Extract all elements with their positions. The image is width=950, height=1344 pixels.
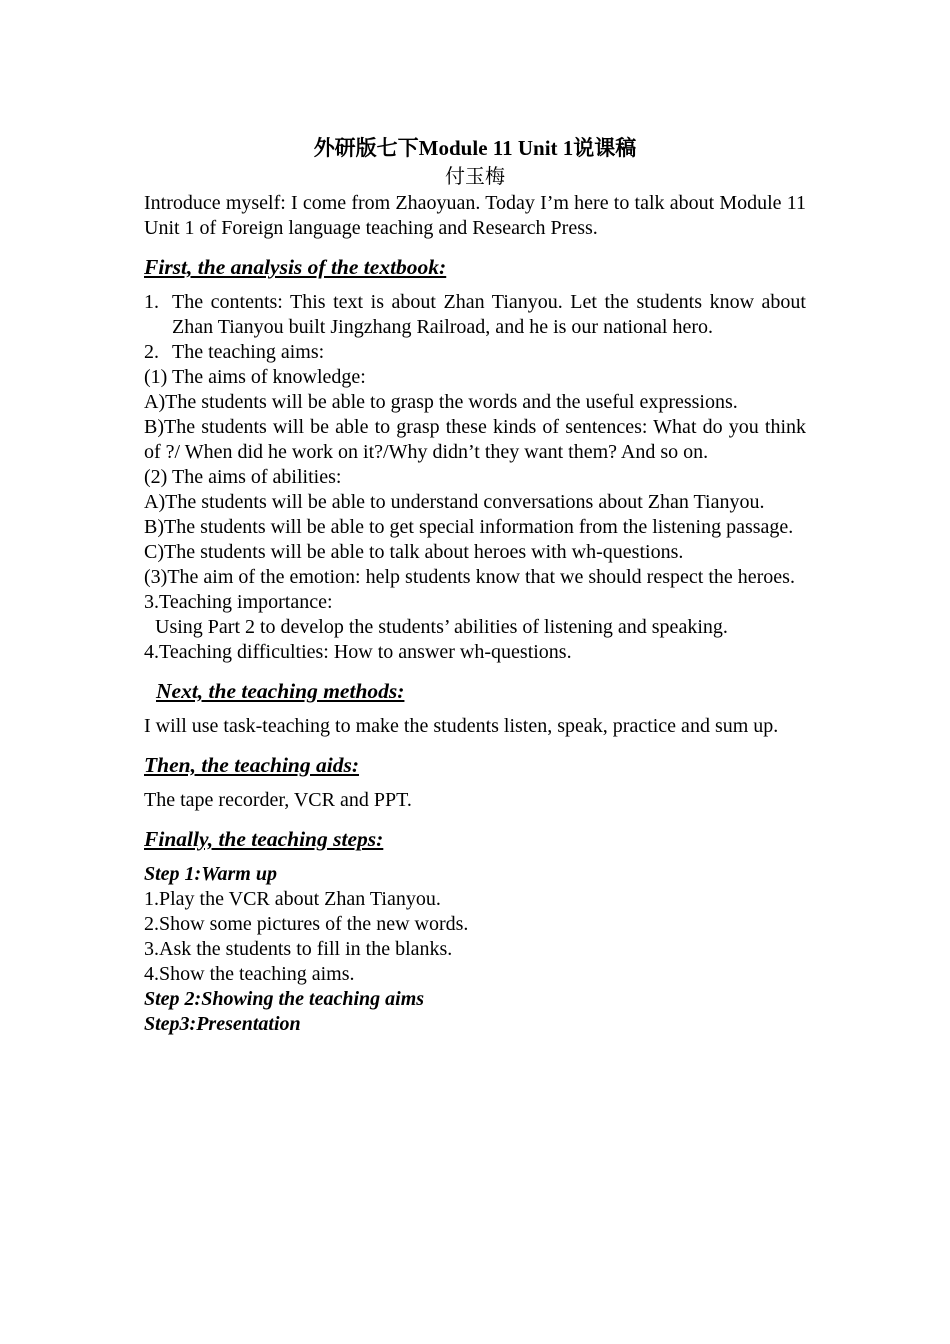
list-item: 3.Ask the students to fill in the blanks. <box>144 938 453 960</box>
list-number: 2. <box>144 341 159 363</box>
abilities-aims-label: The aims of abilities: <box>172 466 342 488</box>
importance-label: 3.Teaching importance: <box>144 591 333 613</box>
heading-teaching-methods: Next, the teaching methods: <box>156 679 405 703</box>
list-item: 1.Play the VCR about Zhan Tianyou. <box>144 888 441 910</box>
teaching-aims-label: The teaching aims: <box>172 341 325 363</box>
ability-aim-b: B)The students will be able to get special information from the listening passage. <box>144 516 794 538</box>
heading-textbook-analysis: First, the analysis of the textbook: <box>144 255 447 279</box>
knowledge-aim-a: A)The students will be able to grasp the words and the useful expressions. <box>144 391 738 413</box>
importance-text: Using Part 2 to develop the students’ abilities of listening and speaking. <box>155 616 728 638</box>
ability-aim-c: C)The students will be able to talk about heroes with wh-questions. <box>144 541 684 563</box>
knowledge-aims-label: The aims of knowledge: <box>172 366 366 388</box>
emotion-aim: (3)The aim of the emotion: help students know that we should respect the heroes. <box>144 566 795 588</box>
list-item <box>144 340 806 365</box>
methods-text: I will use task-teaching to make the students listen, speak, practice and sum up. <box>144 715 779 737</box>
document-title: 外研版七下Module 11 Unit 1说课稿 <box>313 136 637 160</box>
list-number: (2) <box>144 466 168 488</box>
contents-text: The contents: This text is about Zhan Tianyou. Let the students know about Zhan Tianyou built Jingzhang Railroad, and he is our national hero. <box>172 291 806 338</box>
document-page <box>144 133 806 1037</box>
knowledge-aim-b: B)The students will be able to grasp these kinds of sentences: What do you think of ?/ When did he work on it?/Why didn’t they want them? And so on. <box>144 416 806 463</box>
list-item <box>144 365 806 390</box>
step-2-heading: Step 2:Showing the teaching aims <box>144 988 425 1010</box>
list-item <box>144 290 806 340</box>
step-3-heading: Step3:Presentation <box>144 1013 301 1035</box>
list-item: 4.Show the teaching aims. <box>144 963 355 985</box>
list-item <box>144 465 806 490</box>
step-1-heading: Step 1:Warm up <box>144 863 277 885</box>
author-name: 付玉梅 <box>445 166 505 188</box>
aids-text: The tape recorder, VCR and PPT. <box>144 789 412 811</box>
intro-paragraph: Introduce myself: I come from Zhaoyuan. Today I’m here to talk about Module 11 Unit 1 of Foreign language teaching and Research Press. <box>144 192 806 239</box>
ability-aim-a: A)The students will be able to understand conversations about Zhan Tianyou. <box>144 491 765 513</box>
difficulties-text: 4.Teaching difficulties: How to answer wh-questions. <box>144 641 572 663</box>
list-item: 2.Show some pictures of the new words. <box>144 913 469 935</box>
heading-teaching-steps: Finally, the teaching steps: <box>144 827 384 851</box>
heading-teaching-aids: Then, the teaching aids: <box>144 753 360 777</box>
list-number: (1) <box>144 366 168 388</box>
list-number: 1. <box>144 291 159 313</box>
